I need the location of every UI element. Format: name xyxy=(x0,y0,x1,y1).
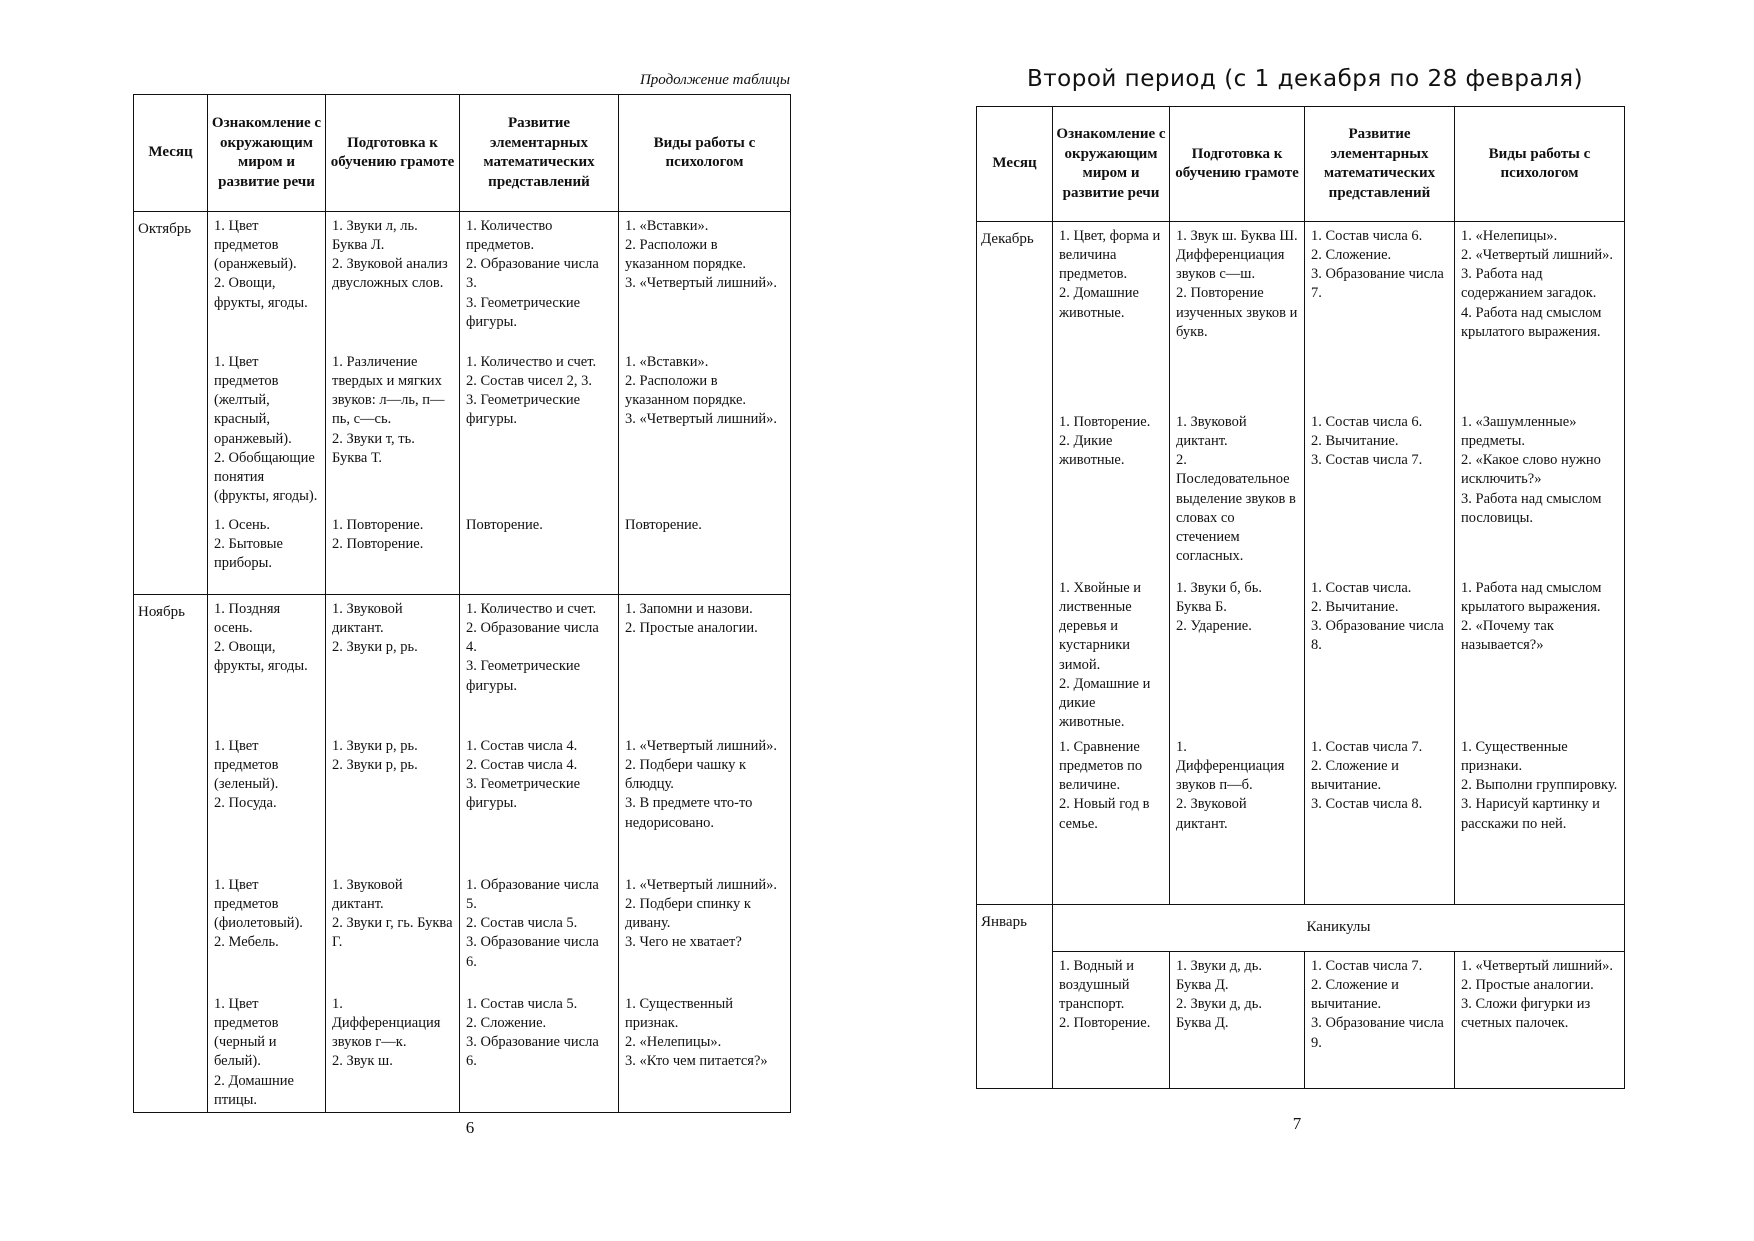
page-number-left: 6 xyxy=(465,1118,475,1137)
week-entry: 1. Состав числа 7. 2. Сложение и вычитание. 3. Состав числа 8. xyxy=(1311,739,1423,813)
week-entry: 1. Осень. 2. Бытовые приборы. xyxy=(214,517,283,572)
table-row-october xyxy=(134,212,791,595)
week-entry: 1. Состав числа 4. 2. Состав числа 4. 3. Геометрические фигуры. xyxy=(466,738,581,812)
week-entry: 1. Количество и счет. 2. Образование числа 4. 3. Геометрические фигуры. xyxy=(466,601,599,694)
column-literacy xyxy=(326,212,460,595)
column-psychologist xyxy=(619,595,791,1113)
lesson-plan-table-right xyxy=(976,106,1625,1089)
week-entry: 1. Состав числа 7. 2. Сложение и вычитание. 3. Образование числа 9. xyxy=(1311,958,1444,1051)
week-entry: 1. Количество предметов. 2. Образование числа 3. 3. Геометрические фигуры. xyxy=(466,218,599,330)
header-world-speech: Ознакомление с окружающим миром и развитие речи xyxy=(1053,107,1170,222)
week-entry: 1. Количество и счет. 2. Состав чисел 2, 3. 3. Геометрические фигуры. xyxy=(466,354,597,428)
week-entry: 1. Образование числа 5. 2. Состав числа 5. 3. Образование числа 6. xyxy=(466,877,599,970)
week-entry: 1. Звуки б, бь. Буква Б. 2. Ударение. xyxy=(1176,580,1263,635)
week-entry: 1. Водный и воздушный транспорт. 2. Повторение. xyxy=(1059,958,1151,1032)
table-header-row xyxy=(134,95,791,212)
week-entry: 1. Цвет предметов (фиолетовый). 2. Мебель. xyxy=(214,877,303,951)
column-math xyxy=(1305,952,1455,1089)
column-math xyxy=(460,212,619,595)
month-cell: Ноябрь xyxy=(134,595,208,1113)
month-cell: Октябрь xyxy=(134,212,208,595)
week-entry: Повторение. xyxy=(625,517,702,533)
period-title: Второй период (с 1 декабря по 28 февраля) xyxy=(1027,66,1584,92)
week-entry: 1. «Вставки». 2. Расположи в указанном порядке. 3. «Четвертый лишний». xyxy=(625,354,777,428)
week-entry: 1. Состав числа 6. 2. Вычитание. 3. Состав числа 7. xyxy=(1311,414,1423,469)
week-entry: 1. Звуки л, ль. Буква Л. 2. Звуковой анализ двусложных слов. xyxy=(332,218,448,292)
week-entry: 1. Поздняя осень. 2. Овощи, фрукты, ягоды. xyxy=(214,601,308,675)
header-literacy: Подготовка к обучению грамоте xyxy=(1170,107,1305,222)
week-entry: 1. «Вставки». 2. Расположи в указанном порядке. 3. «Четвертый лишний». xyxy=(625,218,777,292)
column-world-speech xyxy=(208,212,326,595)
column-psychologist xyxy=(1455,952,1625,1089)
week-entry: 1. «Четвертый лишний». 2. Подбери чашку к блюдцу. 3. В предмете что-то недорисовано. xyxy=(625,738,777,831)
week-entry: 1. Звуки р, рь. 2. Звуки р, рь. xyxy=(332,738,418,774)
table-row-january xyxy=(977,952,1625,1089)
week-entry: 1. «Четвертый лишний». 2. Простые аналогии. 3. Сложи фигурки из счетных палочек. xyxy=(1461,958,1613,1032)
week-entry: 1. «Зашумленные» предметы. 2. «Какое слово нужно исключить?» 3. Работа над смыслом пословицы. xyxy=(1461,414,1602,526)
week-entry: 1. Цвет предметов (желтый, красный, оранжевый). 2. Обобщающие понятия (фрукты, ягоды). xyxy=(214,354,318,504)
week-entry: 1. Звуковой диктант. 2. Последовательное выделение звуков в словах со стечением согласных. xyxy=(1176,414,1296,564)
week-entry: 1. Цвет предметов (черный и белый). 2. Домашние птицы. xyxy=(214,996,294,1108)
column-psychologist xyxy=(619,212,791,595)
column-literacy xyxy=(326,595,460,1113)
week-entry: 1. Звук ш. Буква Ш. Дифференциация звуков с—ш. 2. Повторение изученных звуков и букв. xyxy=(1176,228,1298,340)
column-world-speech xyxy=(1053,952,1170,1089)
week-entry: 1. Цвет, форма и величина предметов. 2. Домашние животные. xyxy=(1059,228,1161,321)
week-entry: 1. Сравнение предметов по величине. 2. Новый год в семье. xyxy=(1059,739,1150,832)
week-entry: Повторение. xyxy=(466,517,543,533)
week-entry: 1. Состав числа 6. 2. Сложение. 3. Образование числа 7. xyxy=(1311,228,1444,302)
week-entry: 1. Существенные признаки. 2. Выполни группировку. 3. Нарисуй картинку и расскажи по ней. xyxy=(1461,739,1618,832)
column-literacy xyxy=(1170,952,1305,1089)
week-entry: 1. Повторение. 2. Повторение. xyxy=(332,517,424,553)
column-literacy xyxy=(1170,222,1305,905)
header-month: Месяц xyxy=(977,107,1053,222)
week-entry: 1. Различение твердых и мягких звуков: л—ль, п—пь, с—сь. 2. Звуки т, ть. Буква Т. xyxy=(332,354,445,466)
week-entry: 1. Звуковой диктант. 2. Звуки г, гь. Буква Г. xyxy=(332,877,453,951)
week-entry: 1. Запомни и назови. 2. Простые аналогии. xyxy=(625,601,758,637)
week-entry: 1. Дифференциация звуков п—б. 2. Звуковой диктант. xyxy=(1176,739,1285,832)
column-world-speech xyxy=(1053,222,1170,905)
table-row-january-holiday xyxy=(977,905,1625,952)
week-entry: 1. Цвет предметов (оранжевый). 2. Овощи, фрукты, ягоды. xyxy=(214,218,308,311)
month-cell: Январь xyxy=(977,905,1053,1089)
week-entry: 1. Хвойные и лиственные деревья и кустарники зимой. 2. Домашние и дикие животные. xyxy=(1059,580,1151,730)
week-entry: 1. Цвет предметов (зеленый). 2. Посуда. xyxy=(214,738,279,812)
week-entry: 1. Работа над смыслом крылатого выражения. 2. «Почему так называется?» xyxy=(1461,580,1602,654)
holiday-cell: Каникулы xyxy=(1053,905,1625,952)
table-row-december xyxy=(977,222,1625,905)
column-math xyxy=(1305,222,1455,905)
month-cell: Декабрь xyxy=(977,222,1053,905)
header-math: Развитие элементарных математических представлений xyxy=(460,95,619,212)
column-world-speech xyxy=(208,595,326,1113)
table-row-november xyxy=(134,595,791,1113)
week-entry: 1. Состав числа. 2. Вычитание. 3. Образование числа 8. xyxy=(1311,580,1444,654)
week-entry: 1. «Нелепицы». 2. «Четвертый лишний». 3. Работа над содержанием загадок. 4. Работа над смыслом крылатого выражения. xyxy=(1461,228,1613,340)
continuation-label: Продолжение таблицы xyxy=(639,72,790,88)
week-entry: 1. Состав числа 5. 2. Сложение. 3. Образование числа 6. xyxy=(466,996,599,1070)
header-month: Месяц xyxy=(134,95,208,212)
week-entry: 1. Повторение. 2. Дикие животные. xyxy=(1059,414,1151,469)
lesson-plan-table-left xyxy=(133,94,791,1113)
header-psychologist: Виды работы с психологом xyxy=(1455,107,1625,222)
header-literacy: Подготовка к обучению грамоте xyxy=(326,95,460,212)
page-number-right: 7 xyxy=(1292,1114,1302,1133)
week-entry: 1. Звуковой диктант. 2. Звуки р, рь. xyxy=(332,601,418,656)
week-entry: 1. Дифференциация звуков г—к. 2. Звук ш. xyxy=(332,996,441,1070)
right-page xyxy=(877,0,1754,1241)
column-math xyxy=(460,595,619,1113)
header-psychologist: Виды работы с психологом xyxy=(619,95,791,212)
week-entry: 1. Существенный признак. 2. «Нелепицы». 3. «Кто чем питается?» xyxy=(625,996,768,1070)
header-world-speech: Ознакомление с окружающим миром и развитие речи xyxy=(208,95,326,212)
table-header-row xyxy=(977,107,1625,222)
header-math: Развитие элементарных математических представлений xyxy=(1305,107,1455,222)
column-psychologist xyxy=(1455,222,1625,905)
week-entry: 1. «Четвертый лишний». 2. Подбери спинку к дивану. 3. Чего не хватает? xyxy=(625,877,777,951)
week-entry: 1. Звуки д, дь. Буква Д. 2. Звуки д, дь. Буква Д. xyxy=(1176,958,1263,1032)
